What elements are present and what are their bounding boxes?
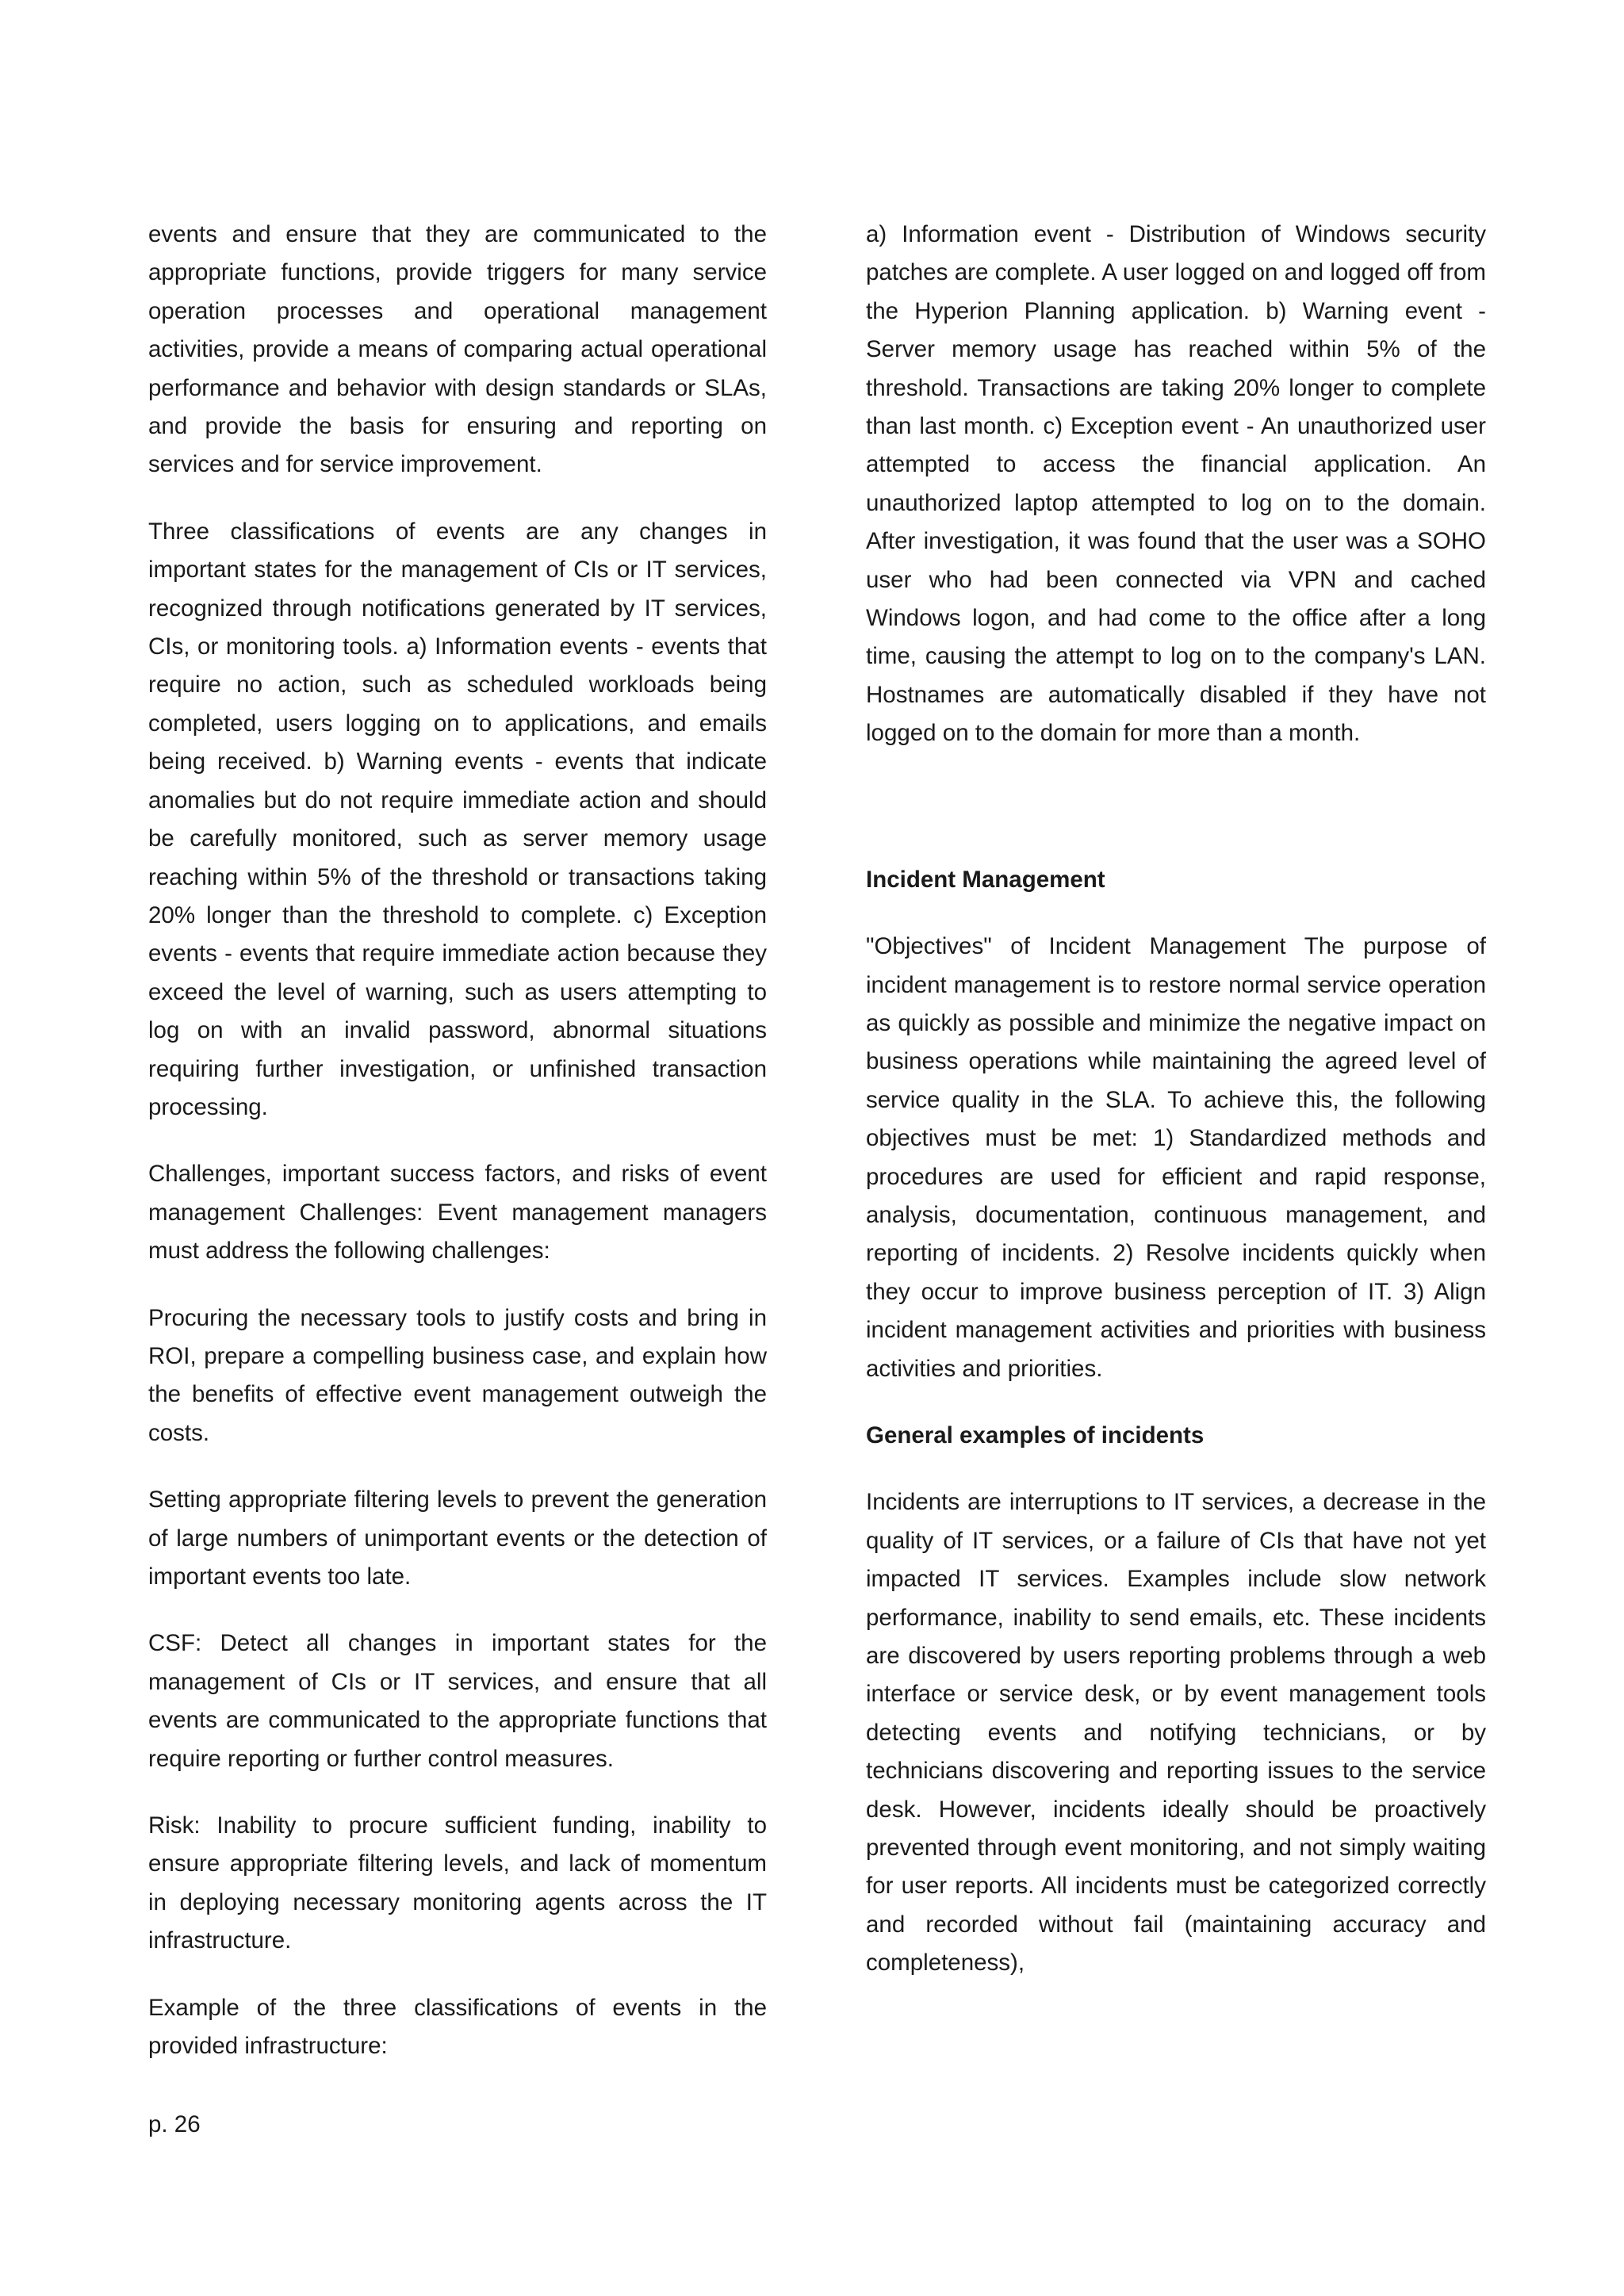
heading-general-examples: General examples of incidents: [866, 1422, 1205, 1448]
section-spacer: [866, 782, 1486, 861]
paragraph-challenges: Challenges, important success factors, and risks of event management Challenges: Event management managers must address the following challenges:: [148, 1161, 767, 1265]
paragraph-filtering-levels: Setting appropriate filtering levels to prevent the generation of large numbers of unimportant events or the detection of important events too late.: [148, 1487, 767, 1590]
paragraph-event-purpose: events and ensure that they are communicated to the appropriate functions, provide triggers for many service operation processes and operational management activities, provide a means of comparing actual operational performance and behavior with design standards or SLAs, and provide the basis for ensuring and reporting on services and for service improvement.: [148, 221, 767, 478]
page-number: p. 26: [148, 2111, 201, 2137]
left-column: [148, 216, 767, 2094]
paragraph-csf: CSF: Detect all changes in important states for the management of CIs or IT services, and ensure that all events are communicated to the appropriate functions that require reporting or further control measures.: [148, 1630, 767, 1772]
paragraph-event-examples: a) Information event - Distribution of Windows security patches are complete. A user logged on and logged off from the Hyperion Planning application. b) Warning event - Server memory usage has reached within 5% of the threshold. Transactions are taking 20% longer to complete than last month. c) Exception event - An unauthorized user attempted to access the financial application. An unauthorized laptop attempted to log on to the domain. After investigation, it was found that the user was a SOHO user who had been connected via VPN and cached Windows logon, and had come to the office after a long time, causing the attempt to log on to the company's LAN. Hostnames are automatically disabled if they have not logged on to the domain for more than a month.: [866, 221, 1486, 747]
paragraph-incident-objectives: "Objectives" of Incident Management The purpose of incident management is to restore normal service operation as quickly as possible and minimize the negative impact on business operations while maintaining the agreed level of service quality in the SLA. To achieve this, the following objectives must be met: 1) Standardized methods and procedures are used for efficient and rapid response, analysis, documentation, continuous management, and reporting of incidents. 2) Resolve incidents quickly when they occur to improve business perception of IT. 3) Align incident management activities and priorities with business activities and priorities.: [866, 933, 1486, 1382]
paragraph-incident-examples: Incidents are interruptions to IT services, a decrease in the quality of IT services, or a failure of CIs that have not yet impacted IT services. Examples include slow network performance, inability to send emails, etc. These incidents are discovered by users reporting problems through a web interface or service desk, or by event management tools detecting events and notifying technicians, or by technicians discovering and reporting issues to the service desk. However, incidents ideally should be proactively prevented through event monitoring, and not simply waiting for user reports. All incidents must be categorized correctly and recorded without fail (maintaining accuracy and completeness),: [866, 1489, 1486, 1976]
paragraph-procuring-tools: Procuring the necessary tools to justify costs and bring in ROI, prepare a compelling business case, and explain how the benefits of effective event management outweigh the costs.: [148, 1304, 767, 1446]
paragraph-event-classifications: Three classifications of events are any changes in important states for the management of CIs or IT services, recognized through notifications generated by IT services, CIs, or monitoring tools. a) Information events - events that require no action, such as scheduled workloads being completed, users logging on to applications, and emails being received. b) Warning events - events that indicate anomalies but do not require immediate action and should be carefully monitored, such as server memory usage reaching within 5% of the threshold or transactions taking 20% longer than the threshold to complete. c) Exception events - events that require immediate action because they exceed the level of warning, such as users attempting to log on with an invalid password, abnormal situations requiring further investigation, or unfinished transaction processing.: [148, 518, 767, 1120]
right-column: [866, 216, 1486, 2011]
heading-incident-management: Incident Management: [866, 866, 1105, 893]
paragraph-risk: Risk: Inability to procure sufficient funding, inability to ensure appropriate filtering levels, and lack of momentum in deploying necessary monitoring agents across the IT infrastructure.: [148, 1812, 767, 1954]
paragraph-example-intro: Example of the three classifications of events in the provided infrastructure:: [148, 1994, 767, 2060]
